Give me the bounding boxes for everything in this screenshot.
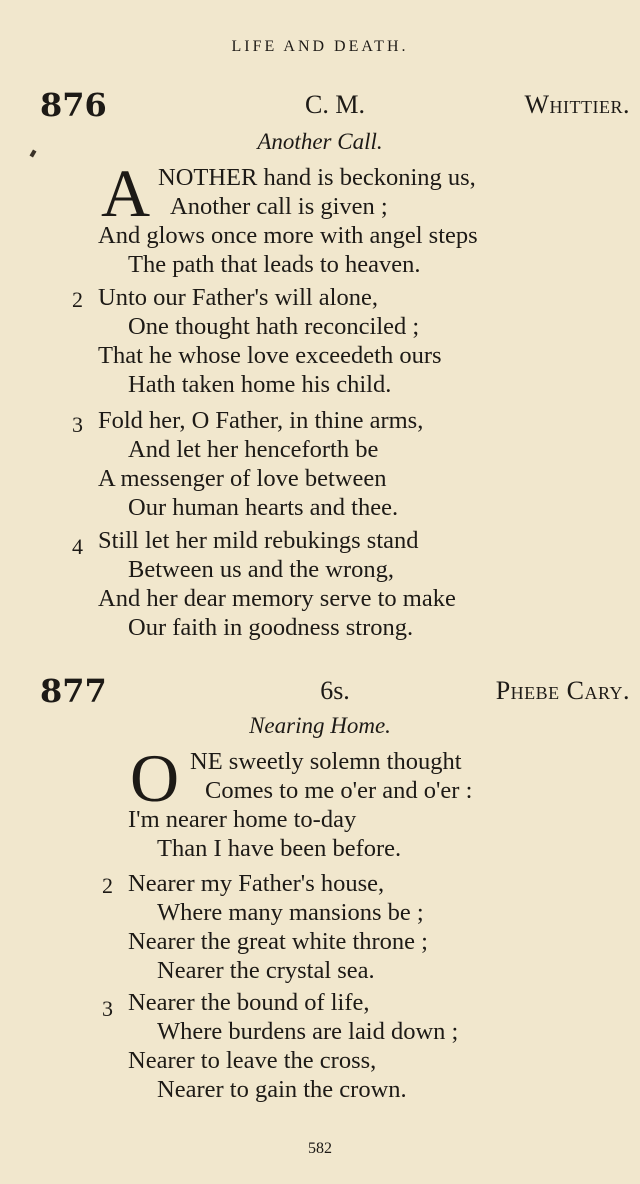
verse-number: 3: [102, 996, 113, 1021]
verse-line: Fold her, O Father, in thine arms,: [98, 407, 424, 434]
verse-line: Unto our Father's will alone,: [98, 284, 378, 311]
drop-cap: O: [130, 740, 180, 816]
hymn-author: Whittier.: [524, 90, 630, 119]
verse-line: NE sweetly solemn thought: [190, 748, 462, 775]
hymn-header: [40, 86, 630, 126]
verse-line: Where many mansions be ;: [157, 899, 424, 926]
hymn-title: Nearing Home.: [249, 713, 391, 738]
hymn-title: Another Call.: [257, 129, 383, 154]
verse-line: Than I have been before.: [157, 835, 402, 862]
verse-line: Our human hearts and thee.: [128, 494, 399, 521]
verse-line: And her dear memory serve to make: [98, 585, 456, 612]
hymn-author: Phebe Cary.: [495, 676, 630, 705]
verse-line: A messenger of love between: [98, 465, 387, 492]
verse-line: Our faith in goodness strong.: [128, 614, 414, 641]
page-number: 582: [308, 1140, 332, 1157]
verse-line: Nearer the great white throne ;: [128, 928, 428, 955]
drop-cap: A: [101, 155, 151, 231]
verse-line: Hath taken home his child.: [128, 371, 392, 398]
verse-line: Where burdens are laid down ;: [157, 1018, 459, 1045]
verse-line: Nearer my Father's house,: [128, 870, 385, 897]
verse-line: One thought hath reconciled ;: [128, 313, 420, 340]
hymn-header: [40, 672, 630, 712]
verse-line: Still let her mild rebukings stand: [98, 527, 419, 554]
verse-line: Another call is given ;: [170, 193, 388, 220]
verse-line: The path that leads to heaven.: [128, 251, 421, 278]
verse-number: 3: [72, 412, 83, 437]
verse-line: Comes to me o'er and o'er :: [205, 777, 473, 804]
verse-line: Nearer to leave the cross,: [128, 1047, 377, 1074]
hymn-number: 876: [40, 86, 107, 124]
hymn-meter: C. M.: [305, 90, 365, 119]
verse-line: I'm nearer home to-day: [128, 806, 357, 833]
verse-line: And let her henceforth be: [128, 436, 379, 463]
hymn-meter: 6s.: [320, 676, 350, 705]
verse-number: 2: [102, 873, 113, 898]
verse-number: 4: [72, 534, 83, 559]
hymn-number: 877: [40, 672, 107, 710]
verse-line: Between us and the wrong,: [128, 556, 395, 583]
running-head: LIFE AND DEATH.: [231, 38, 409, 55]
verse-number: 2: [72, 287, 83, 312]
verse-line: Nearer the crystal sea.: [157, 957, 375, 984]
verse-line: Nearer the bound of life,: [128, 989, 370, 1016]
verse-line: NOTHER hand is beckoning us,: [158, 164, 476, 191]
verse-line: And glows once more with angel steps: [98, 222, 478, 249]
verse-line: Nearer to gain the crown.: [157, 1076, 407, 1103]
verse-line: That he whose love exceedeth ours: [98, 342, 442, 369]
